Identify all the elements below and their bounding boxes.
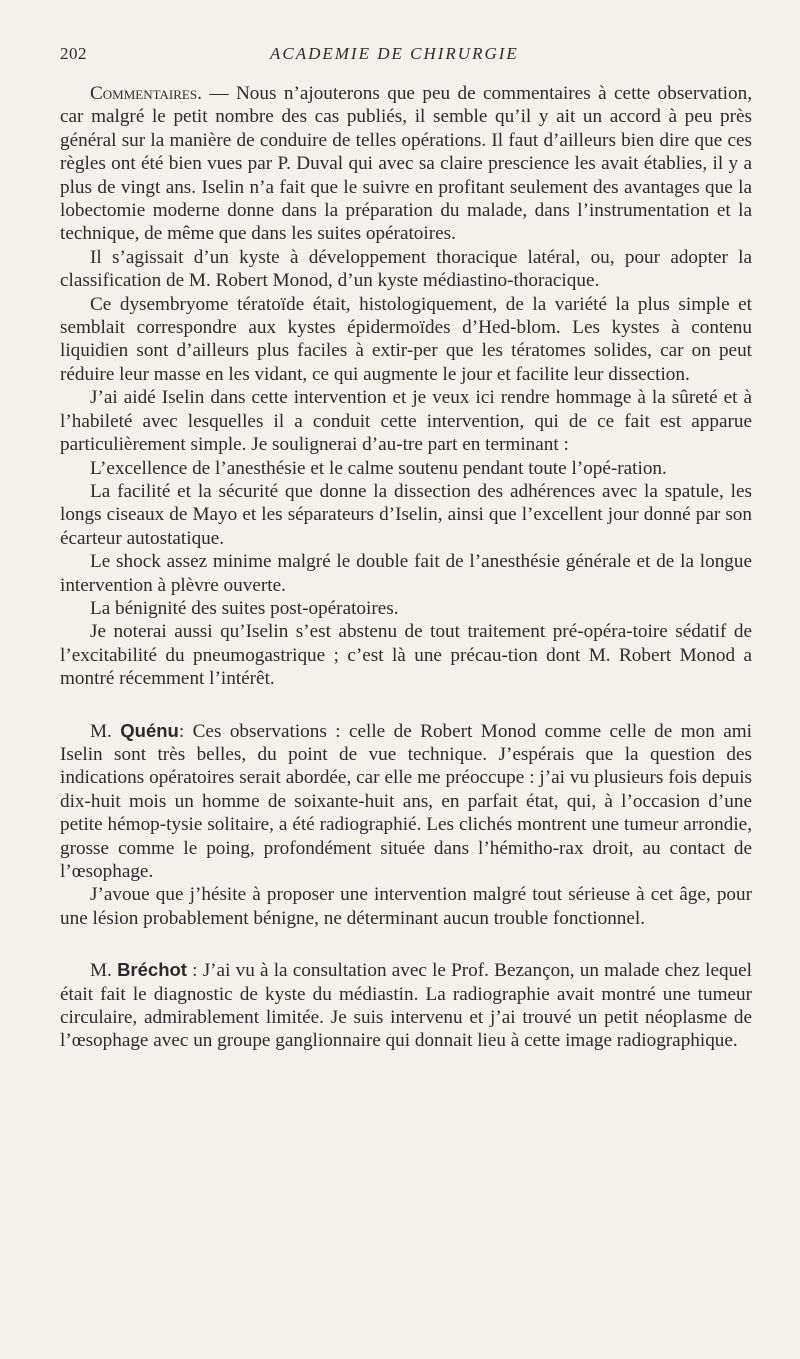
- paragraph: Ce dysembryome tératoïde était, histologiquement, de la variété la plus simple et semblait correspondre aux kystes épidermoïdes d’Hed-blom. Les kystes à contenu liquidien sont d’ailleurs plus faciles à extir-per que les tératomes solides, car on peut réduire leur masse en les vidant, ce qui augmente le jour et facilite leur dissection.: [60, 293, 752, 385]
- paragraph: Le shock assez minime malgré le double fait de l’anesthésie générale et de la longue intervention à plèvre ouverte.: [60, 551, 752, 596]
- commentaires-text: — Nous n’ajouterons que peu de commentaires à cette observation, car malgré le petit nombre des cas publiés, il semble qu’il y ait un accord à peu près général sur la manière de conduire de telles opérations. Il faut d’ailleurs bien dire que ces règles ont été bien vues par P. Duval qui avec sa claire prescience les avait établies, il y a plus de vingt ans. Iselin n’a fait que le suivre en profitant seulement des avantages que la lobectomie moderne donne dans la préparation du malade, dans l’instrumentation et la technique, de même que dans les suites opératoires.: [60, 83, 752, 245]
- quenu-separator: :: [178, 720, 185, 742]
- paragraph: J’avoue que j’hésite à proposer une intervention malgré tout sérieuse à cet âge, pour une lésion probablement bénigne, ne déterminant aucun trouble fonctionnel.: [60, 884, 752, 929]
- speaker-quenu: Quénu: [120, 719, 179, 741]
- quenu-title: M.: [90, 720, 112, 742]
- paragraph: Il s’agissait d’un kyste à développement thoracique latéral, ou, pour adopter la classification de M. Robert Monod, d’un kyste médiastino-thoracique.: [60, 246, 752, 292]
- running-title: ACADEMIE DE CHIRURGIE: [270, 44, 519, 63]
- commentaires-label: Commentaires.: [90, 83, 202, 104]
- paragraph-quenu: [60, 719, 752, 884]
- paragraph-commentaires: [60, 82, 752, 246]
- brechot-text: J’ai vu à la consultation avec le Prof. Bezançon, un malade chez lequel était fait le diagnostic de kyste du médiastin. La radiographie avait montré une tumeur circulaire, admirablement limitée. Je suis intervenu et j’ai trouvé un petit néoplasme de l’œsophage avec un groupe ganglionnaire qui donnait lieu à cette image radiographique.: [60, 960, 752, 1052]
- paragraph: La facilité et la sécurité que donne la dissection des adhérences avec la spatule, les longs ciseaux de Mayo et les séparateurs d’Iselin, ainsi que l’excellent jour donné par son écarteur autostatique.: [60, 480, 752, 549]
- paragraph: J’ai aidé Iselin dans cette intervention et je veux ici rendre hommage à la sûreté et à l’habileté avec lesquelles il a conduit cette intervention, qui de ce fait est apparue particulièrement simple. Je soulignerai d’au-tre part en terminant :: [60, 387, 752, 456]
- brechot-separator: :: [186, 960, 198, 982]
- quenu-text: Ces observations : celle de Robert Monod comme celle de mon ami Iselin sont très belles, du point de vue technique. J’espérais que la question des indications opératoires serait abordée, car elle me préoccupe : j’ai vu plusieurs fois depuis dix-huit mois un homme de soixante-huit ans, en parfait état, qui, à l’occasion d’une petite hémop-tysie solitaire, a été radiographié. Les clichés montrent une tumeur arrondie, grosse comme le poing, profondément située dans l’hémitho-rax droit, au contact de l’œsophage.: [60, 720, 752, 882]
- brechot-title: M.: [90, 960, 112, 982]
- body-text: [60, 82, 752, 1053]
- speaker-brechot: Bréchot: [117, 959, 187, 981]
- page-number: 202: [60, 44, 87, 63]
- paragraph: Je noterai aussi qu’Iselin s’est abstenu de tout traitement pré-opéra-toire sédatif de l’excitabilité du pneumogastrique ; c’est là une précau-tion dont M. Robert Monod a montré récemment l’intérêt.: [60, 621, 752, 690]
- paragraph: La bénignité des suites post-opératoires.: [90, 597, 399, 619]
- page-header: [60, 42, 752, 66]
- paragraph: L’excellence de l’anesthésie et le calme soutenu pendant toute l’opé-ration.: [90, 457, 667, 479]
- paragraph-brechot: [60, 958, 752, 1053]
